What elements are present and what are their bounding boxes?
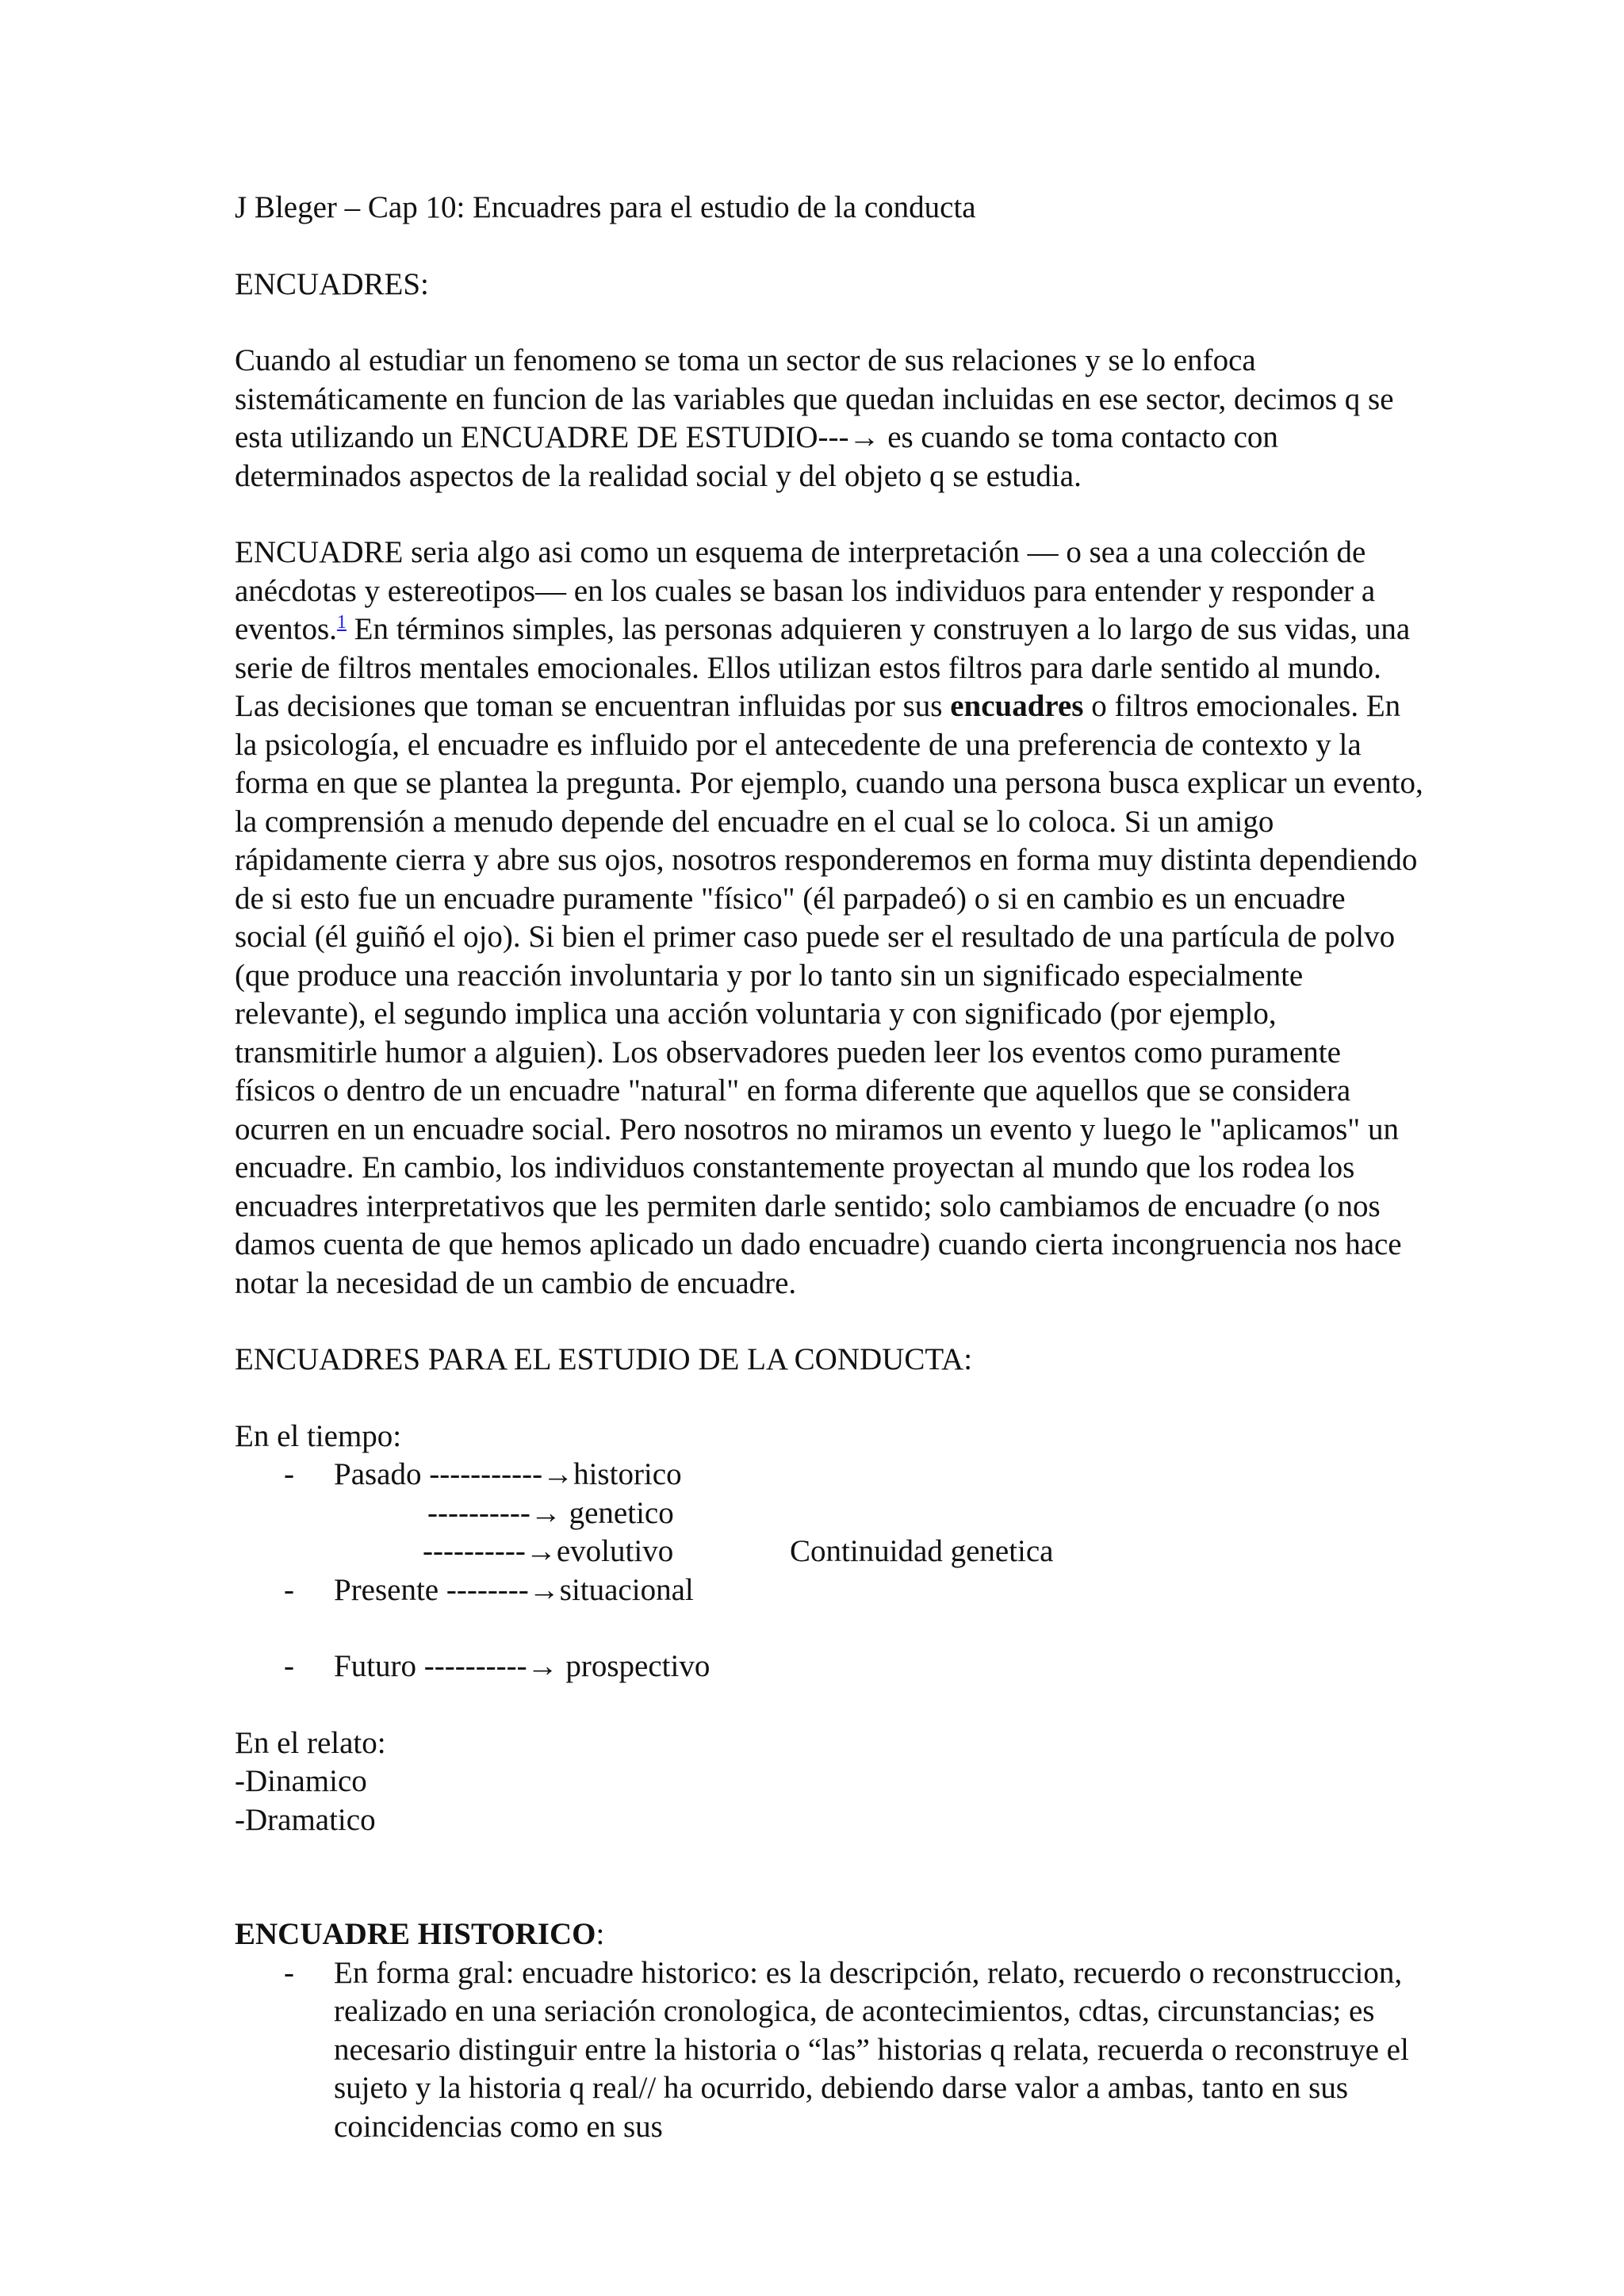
relato-item-dramatico: -Dramatico <box>235 1802 376 1837</box>
footnote-reference-link[interactable]: 1 <box>336 612 347 633</box>
list-text-futuro: Futuro ----------→ prospectivo <box>334 1649 710 1683</box>
paragraph-encuadre-definition <box>235 534 1424 1303</box>
list-dash: - <box>284 1457 294 1491</box>
list-text-evolutivo: ----------→evolutivo <box>423 1534 674 1568</box>
section-heading-historico <box>235 1915 1424 1954</box>
list-item-genetico <box>235 1494 1424 1533</box>
list-item-presente <box>235 1571 1424 1610</box>
document-title: J Bleger – Cap 10: Encuadres para el estudio de la conducta <box>235 190 976 224</box>
list-item-pasado <box>235 1456 1424 1494</box>
continuidad-genetica-note: Continuidad genetica <box>790 1534 1054 1568</box>
relato-label: En el relato: <box>235 1725 386 1760</box>
tiempo-label: En el tiempo: <box>235 1418 402 1453</box>
heading-colon: : <box>596 1917 605 1951</box>
paragraph-encuadre-estudio: Cuando al estudiar un fenomeno se toma un sector de sus relaciones y se lo enfoca sistemáticamente en funcion de las variables que quedan incluidas en ese sector, decimos q se esta utilizando un ENCUADRE DE ESTUDIO---→ es cuando se toma contacto con determinados aspectos de la realidad social y del objeto q se estudia. <box>235 343 1394 493</box>
paragraph-text: ENCUADRE seria algo asi como un esquema de interpretación — o sea a una colección de anécdotas y estereotipos— en los cuales se basan los individuos para entender y responder a eventos. <box>235 535 1376 646</box>
list-dash: - <box>284 1649 294 1683</box>
list-text-historico: En forma gral: encuadre historico: es la descripción, relato, recuerdo o reconstruccion, realizado en una seriación cronologica, de acontecimientos, cdtas, circunstancias; es necesario distinguir entre la historia o “las” historias q relata, recuerda o reconstruye el sujeto y la historia q real// ha ocurrido, debiendo darse valor a ambas, tanto en sus coincidencias como en sus <box>334 1955 1409 2144</box>
paragraph-text: o filtros emocionales. En la psicología, el encuadre es influido por el antecedente de una preferencia de contexto y la forma en que se plantea la pregunta. Por ejemplo, cuando una persona busca explicar un evento, la comprensión a menudo depende del encuadre en el cual se lo coloca. Si un amigo rápidamente cierra y abre sus ojos, nosotros responderemos en forma muy distinta dependiendo de si esto fue un encuadre puramente "físico" (él parpadeó) o si en cambio es un encuadre social (él guiñó el ojo). Si bien el primer caso puede ser el resultado de una partícula de polvo (que produce una reacción involuntaria y por lo tanto sin un significado especialmente relevante), el segundo implica una acción voluntaria y con significado (por ejemplo, transmitirle humor a alguien). Los observadores pueden leer los eventos como puramente físicos o dentro de un encuadre "natural" en forma diferente que aquellos que se considera ocurren en un encuadre social. Pero nosotros no miramos un evento y luego le "aplicamos" un encuadre. En cambio, los individuos constantemente proyectan al mundo que los rodea los encuadres interpretativos que les permiten darle sentido; solo cambiamos de encuadre (o nos damos cuenta de que hemos aplicado un dado encuadre) cuando cierta incongruencia nos hace notar la necesidad de un cambio de encuadre. <box>235 689 1423 1300</box>
relato-item-dinamico: -Dinamico <box>235 1764 367 1798</box>
paragraph-text: En términos simples, las personas adquieren y construyen a lo largo de sus vidas, una serie de filtros mentales emocionales. Ellos utilizan estos filtros para darle sentido al mundo. Las decisiones que toman se encuentran influidas por sus <box>235 612 1411 723</box>
section-heading-encuadres: ENCUADRES: <box>235 266 429 301</box>
document-body <box>235 189 1424 2146</box>
list-item-futuro <box>235 1647 1424 1686</box>
list-text-presente: Presente --------→situacional <box>334 1572 694 1607</box>
list-dash: - <box>284 1955 294 1990</box>
section-heading-conducta: ENCUADRES PARA EL ESTUDIO DE LA CONDUCTA: <box>235 1342 973 1376</box>
list-dash: - <box>284 1572 294 1607</box>
bold-heading: ENCUADRE HISTORICO <box>235 1917 596 1951</box>
list-item-evolutivo <box>235 1533 1424 1571</box>
list-text-pasado: Pasado -----------→historico <box>334 1457 682 1491</box>
list-item-historico <box>235 1954 1424 2147</box>
bold-term: encuadres <box>950 689 1084 723</box>
list-text-genetico: ----------→ genetico <box>427 1495 674 1530</box>
